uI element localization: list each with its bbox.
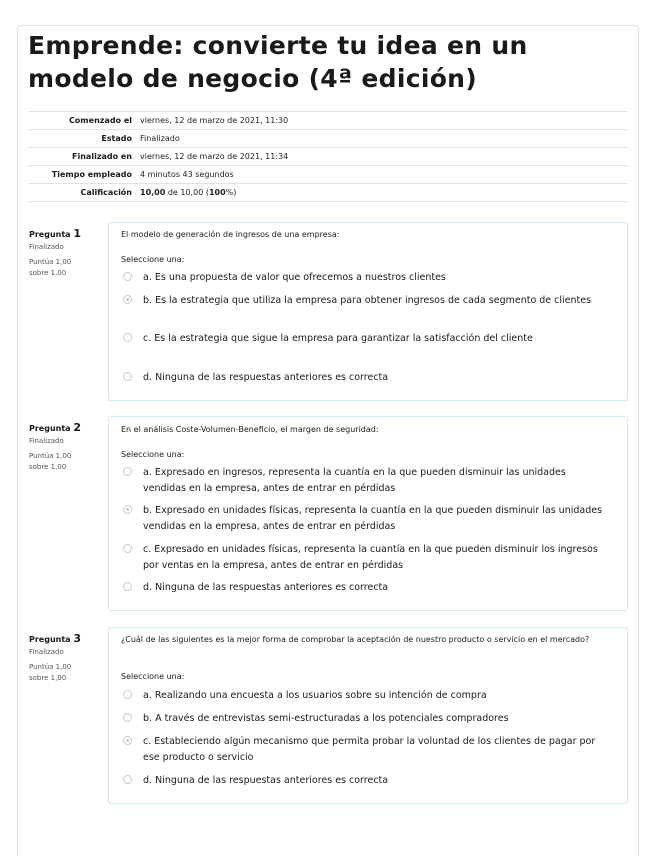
question-text: En el análisis Coste-Volumen-Beneficio, el margen de seguridad: <box>121 425 379 434</box>
question-number: 2 <box>73 421 82 434</box>
question-score: Puntúa 1,00 <box>29 663 72 671</box>
radio-button-selected[interactable] <box>123 295 132 304</box>
option-text: d. Ninguna de las respuestas anteriores es correcta <box>143 372 389 383</box>
summary-value: 4 minutos 43 segundos <box>138 166 628 184</box>
question-score: Puntúa 1,00 <box>29 258 72 266</box>
option-text: d. Ninguna de las respuestas anteriores es correcta <box>143 582 389 593</box>
grade-score: 10,00 <box>140 188 166 197</box>
option-2d[interactable] <box>121 580 611 596</box>
option-3d[interactable] <box>121 773 611 789</box>
summary-value: Finalizado <box>138 130 628 148</box>
attempt-summary-table <box>28 111 628 202</box>
option-text: b. Expresado en unidades físicas, representa la cuantía en la que pueden disminuir las unidades vendidas en la empresa, antes de entrar en pérdidas <box>143 505 603 532</box>
question-label: Pregunta <box>29 230 71 239</box>
summary-label: Finalizado en <box>28 148 138 166</box>
question-text: El modelo de generación de ingresos de una empresa: <box>121 230 340 239</box>
grade-value <box>138 184 628 202</box>
summary-value: viernes, 12 de marzo de 2021, 11:30 <box>138 112 628 130</box>
question-state: Finalizado <box>29 243 64 251</box>
radio-button[interactable] <box>123 775 132 784</box>
radio-button[interactable] <box>123 582 132 591</box>
option-text: b. A través de entrevistas semi-estructuradas a los potenciales compradores <box>143 713 509 724</box>
summary-row-state <box>28 130 628 148</box>
question-heading <box>29 228 99 240</box>
summary-row-grade <box>28 184 628 202</box>
radio-button[interactable] <box>123 272 132 281</box>
grade-percent: 100 <box>208 188 226 197</box>
option-text: c. Es la estrategia que sigue la empresa para garantizar la satisfacción del cliente <box>143 333 533 344</box>
summary-label: Tiempo empleado <box>28 166 138 184</box>
page-title: Emprende: convierte tu idea en un modelo de negocio (4ª edición) <box>28 31 528 93</box>
option-text: d. Ninguna de las respuestas anteriores es correcta <box>143 775 389 786</box>
question-max: sobre 1,00 <box>29 463 67 471</box>
summary-label: Estado <box>28 130 138 148</box>
option-3c[interactable] <box>121 734 611 766</box>
question-label: Pregunta <box>29 424 71 433</box>
grade-of: de 10,00 ( <box>165 188 209 197</box>
question-box-3 <box>108 627 628 804</box>
grade-end: %) <box>225 188 237 197</box>
option-text: a. Realizando una encuesta a los usuarios sobre su intención de compra <box>143 690 487 701</box>
question-heading <box>29 633 99 645</box>
summary-label: Calificación <box>28 184 138 202</box>
radio-button[interactable] <box>123 467 132 476</box>
question-state: Finalizado <box>29 648 64 656</box>
summary-row-started <box>28 112 628 130</box>
radio-button-selected[interactable] <box>123 736 132 745</box>
option-2c[interactable] <box>121 542 611 574</box>
question-state: Finalizado <box>29 437 64 445</box>
radio-button-selected[interactable] <box>123 505 132 514</box>
option-1a[interactable] <box>121 270 611 286</box>
option-1b[interactable] <box>121 293 611 309</box>
radio-button[interactable] <box>123 544 132 553</box>
question-box-1 <box>108 222 628 401</box>
option-1d[interactable] <box>121 370 611 386</box>
option-text: b. Es la estrategia que utiliza la empresa para obtener ingresos de cada segmento de clientes <box>143 295 592 306</box>
question-number: 1 <box>73 227 82 240</box>
question-score: Puntúa 1,00 <box>29 452 72 460</box>
select-prompt: Seleccione una: <box>121 255 185 264</box>
radio-button[interactable] <box>123 713 132 722</box>
option-text: c. Estableciendo algún mecanismo que permita probar la voluntad de los clientes de pagar por ese producto o servicio <box>143 736 596 763</box>
radio-button[interactable] <box>123 690 132 699</box>
question-heading <box>29 422 99 434</box>
question-max: sobre 1,00 <box>29 674 67 682</box>
question-number: 3 <box>73 632 82 645</box>
option-text: a. Expresado en ingresos, representa la cuantía en la que pueden disminuir las unidades vendidas en la empresa, antes de entrar en pérdidas <box>143 467 566 494</box>
option-2a[interactable] <box>121 465 611 497</box>
option-1c[interactable] <box>121 331 611 347</box>
question-info-1 <box>29 228 99 279</box>
option-3b[interactable] <box>121 711 611 727</box>
option-text: a. Es una propuesta de valor que ofrecemos a nuestros clientes <box>143 272 446 283</box>
option-2b[interactable] <box>121 503 611 535</box>
option-text: c. Expresado en unidades físicas, representa la cuantía en la que pueden disminuir los ingresos por ventas en la empresa, antes de entrar en pérdidas <box>143 544 598 571</box>
question-text: ¿Cuál de las siguientes es la mejor forma de comprobar la aceptación de nuestro producto o servicio en el mercado? <box>121 635 590 644</box>
option-3a[interactable] <box>121 688 611 704</box>
question-info-3 <box>29 633 99 684</box>
select-prompt: Seleccione una: <box>121 450 185 459</box>
select-prompt: Seleccione una: <box>121 672 185 681</box>
summary-row-finished <box>28 148 628 166</box>
question-info-2 <box>29 422 99 473</box>
radio-button[interactable] <box>123 372 132 381</box>
question-box-2 <box>108 416 628 611</box>
summary-label: Comenzado el <box>28 112 138 130</box>
radio-button[interactable] <box>123 333 132 342</box>
question-max: sobre 1,00 <box>29 269 67 277</box>
question-label: Pregunta <box>29 635 71 644</box>
summary-value: viernes, 12 de marzo de 2021, 11:34 <box>138 148 628 166</box>
summary-row-time <box>28 166 628 184</box>
